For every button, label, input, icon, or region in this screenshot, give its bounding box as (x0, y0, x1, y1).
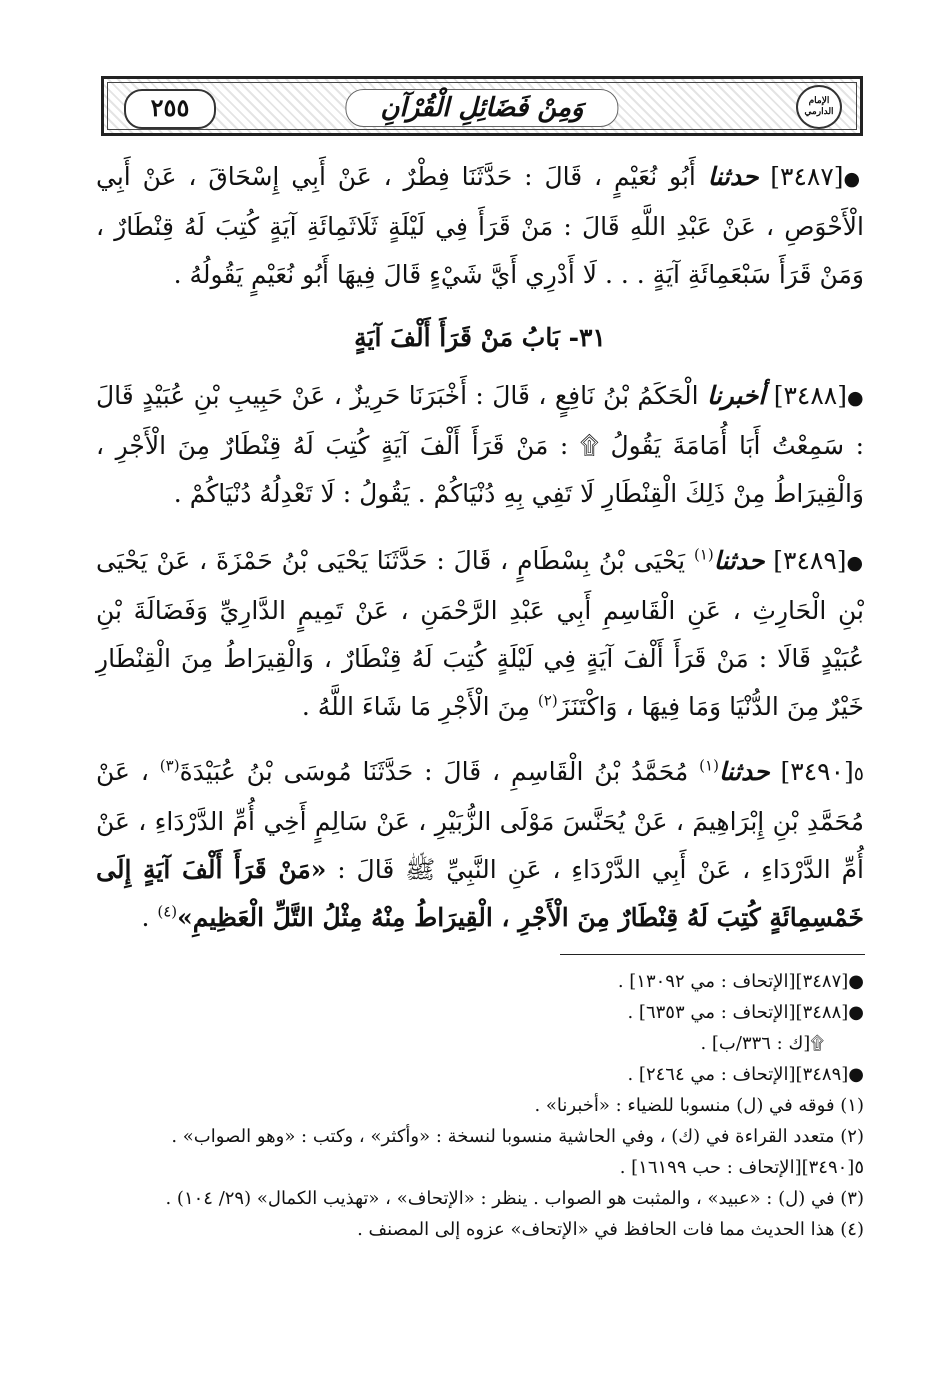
footnote-ref[interactable]: (١) (699, 756, 719, 775)
footnote-line: ٥[٣٤٩٠][الإتحاف : حب ١٦١٩٩] . (619, 1157, 864, 1178)
hadith-3487 (96, 153, 864, 299)
hadith-text: مُحَمَّدُ بْنُ الْقَاسِمِ ، قَالَ : حَدَّثَنَا مُوسَى بْنُ عُبَيْدَةَ (179, 757, 689, 786)
page-number: ٢٥٥ (124, 89, 216, 129)
page-header (101, 76, 863, 136)
footnote-line: (٢) متعدد القراءة في (ك) ، وفي الحاشية منسوبا لنسخة : «وأكثر» ، وكتب : «وهو الصواب» . (171, 1126, 864, 1147)
footnote-ref[interactable]: (٢) (537, 691, 558, 710)
footnote-line: ●[٣٤٨٩][الإتحاف : مي ٢٤٦٤] . (627, 1064, 864, 1085)
footnotes (96, 966, 864, 1245)
hadith-3490 (96, 748, 864, 942)
manuscript-mark-icon: ۩ (579, 431, 599, 460)
emblem-logo: الإمام الدارمي (796, 85, 842, 129)
hadith-text: أَبُو نُعَيْمٍ ، قَالَ : حَدَّثَنَا فِطْرٌ ، عَنْ أَبِي إِسْحَاقَ ، عَنْ أَبِي الْأَحْوَصِ ، عَنْ عَبْدِ اللَّهِ قَالَ : مَنْ قَرَأَ فِي لَيْلَةٍ ثَلَاثَمِائَةِ آيَةٍ كُتِبَ لَهُ قِنْطَارٌ ، وَمَنْ قَرَأَ سَبْعَمِائَةِ آيَةٍ . . . لَا أَدْرِي أَيَّ شَيْءٍ قَالَ فِيهَا أَبُو نُعَيْمٍ يَقُولُهُ . (96, 162, 864, 289)
footnote-divider (560, 954, 865, 955)
hadith-text: ، عَنْ مُحَمَّدِ بْنِ إِبْرَاهِيمَ ، عَنْ يُحَنَّسَ مَوْلَى الزُّبَيْرِ ، عَنْ سَالِمٍ أَخِي أُمِّ الدَّرْدَاءِ ، عَنْ أُمِّ الدَّرْدَاءِ ، عَنْ أَبِي الدَّرْدَاءِ ، عَنِ النَّبِيِّ ﷺ قَالَ : (96, 757, 864, 884)
chapter-title: وَمِنْ فَضَائِلِ الْقُرْآنِ (345, 89, 618, 127)
footnote-line: ●[٣٤٨٧][الإتحاف : مي ١٣٠٩٢] . (617, 971, 864, 992)
hadith-3489 (96, 537, 864, 731)
footnote-line: (٣) في (ل) : «عبيد» ، والمثبت هو الصواب . ينظر : «الإتحاف» ، «تهذيب الكمال» (٢٩/ ١٠٤) . (165, 1188, 864, 1209)
hadith-number: [٣٤٨٩] (773, 546, 847, 575)
hadith-text: يَحْيَى بْنُ بِسْطَامٍ ، قَالَ : حَدَّثَنَا يَحْيَى بْنُ حَمْزَةَ ، عَنْ يَحْيَى بْنِ الْحَارِثِ ، عَنِ الْقَاسِمِ أَبِي عَبْدِ الرَّحْمَنِ ، عَنْ تَمِيمٍ الدَّارِيِّ وَفَضَالَةَ بْنِ عُبَيْدٍ قَالَا : مَنْ قَرَأَ أَلْفَ آيَةٍ فِي لَيْلَةٍ كُتِبَ لَهُ قِنْطَارٌ ، وَالْقِيرَاطُ مِنَ الْقِنْطَارِ خَيْرٌ مِنَ الدُّنْيَا وَمَا فِيهَا ، وَاكْتَنَزَ (96, 546, 864, 721)
hadith-marker: ● (846, 552, 864, 574)
hadith-marker: ٥ (853, 763, 864, 785)
hadith-number: [٣٤٨٧] (770, 162, 844, 191)
narration-label: أخبرنا (707, 381, 766, 410)
footnote-ref[interactable]: (٤) (157, 902, 178, 921)
prophetic-quote: «مَنْ قَرَأَ أَلْفَ آيَةٍ إِلَى خَمْسِمِائَةٍ كُتِبَ لَهُ قِنْطَارٌ مِنَ الْأَجْرِ ، الْقِيرَاطُ مِنْهُ مِثْلُ التَّلِّ الْعَظِيمِ» (96, 855, 864, 932)
hadith-marker: ● (846, 387, 865, 409)
footnote-line: (١) فوقه في (ل) منسوبا للضياء : «أخبرنا» . (534, 1095, 864, 1116)
footnote-line: ۩[ك : ٣٣٦/ب] . (700, 1033, 824, 1054)
hadith-text: الْحَكَمُ بْنُ نَافِعٍ ، قَالَ : أَخْبَرَنَا حَرِيزٌ ، عَنْ حَبِيبِ بْنِ عُبَيْدٍ قَالَ : سَمِعْتُ أَبَا أُمَامَةَ يَقُولُ (96, 381, 864, 460)
hadith-text: : مَنْ قَرَأَ أَلْفَ آيَةٍ كُتِبَ لَهُ قِنْطَارٌ مِنَ الْأَجْرِ ، وَالْقِيرَاطُ مِنْ ذَلِكَ الْقِنْطَارِ لَا تَفِي بِهِ دُنْيَاكُمْ . يَقُولُ : لَا تَعْدِلُهُ دُنْيَاكُمْ . (96, 431, 864, 508)
narration-label: حدثنا (718, 757, 770, 786)
hadith-3488 (96, 372, 864, 518)
footnote-ref[interactable]: (١) (693, 545, 714, 564)
narration-label: حدثنا (713, 546, 765, 575)
footnote-line: ●[٣٤٨٨][الإتحاف : مي ٦٣٥٣] . (627, 1002, 864, 1023)
narration-label: حدثنا (707, 162, 759, 191)
hadith-number: [٣٤٩٠] (780, 757, 854, 786)
hadith-text: مِنَ الْأَجْرِ مَا شَاءَ اللَّهُ . (301, 692, 530, 721)
chapter-heading: ٣١- بَابُ مَنْ قَرَأَ أَلْفَ آيَةٍ (354, 323, 606, 352)
footnote-line: (٤) هذا الحديث مما فات الحافظ في «الإتحاف» عزوه إلى المصنف . (357, 1219, 864, 1240)
footnote-ref[interactable]: (٣) (159, 756, 180, 775)
hadith-marker: ● (843, 168, 864, 190)
hadith-number: [٣٤٨٨] (773, 381, 847, 410)
hadith-end: . (141, 903, 150, 932)
